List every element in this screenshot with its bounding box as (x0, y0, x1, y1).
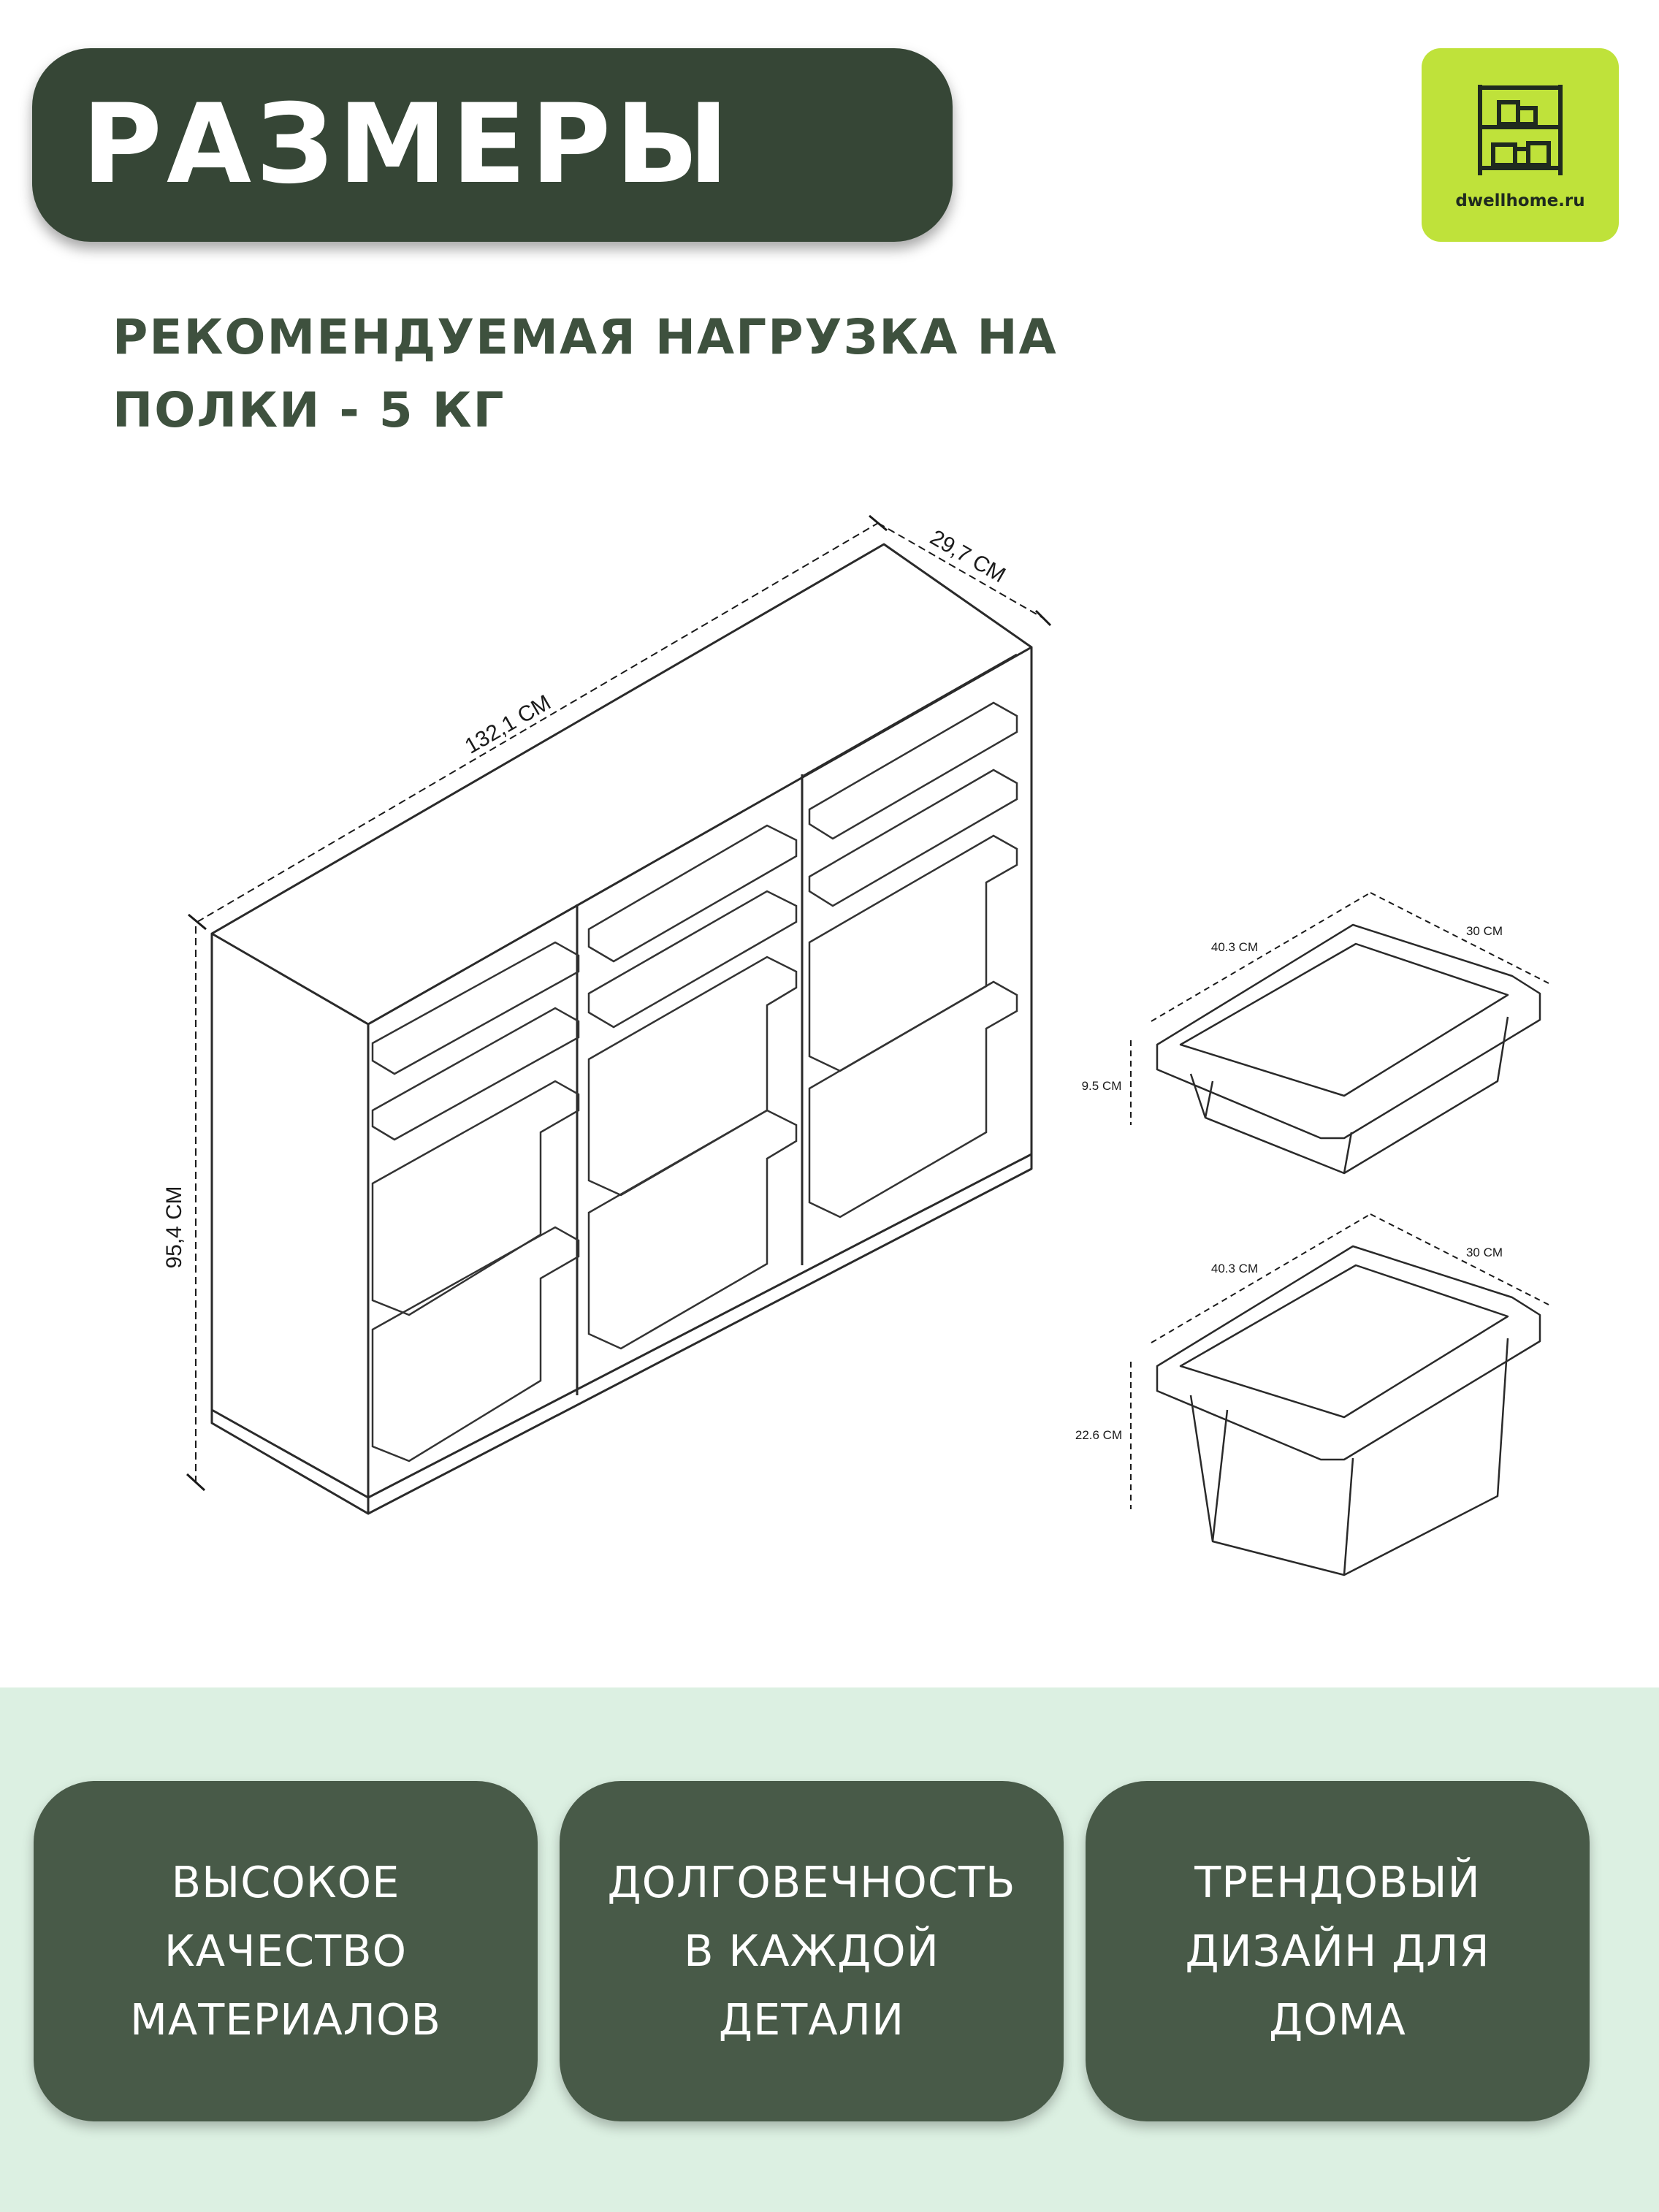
shelf-height-label: 95,4 СМ (162, 1186, 186, 1269)
dimension-drawing (0, 475, 1659, 1614)
shelf-bins (373, 703, 1017, 1461)
large-box-drawing (1157, 1246, 1540, 1575)
feature-3-line-1: ТРЕНДОВЫЙ (1194, 1857, 1481, 1907)
shelf-dimension-lines (196, 523, 1043, 1483)
feature-1-line-2: КАЧЕСТВО (164, 1926, 408, 1976)
brand-logo[interactable] (1422, 48, 1619, 242)
subtitle-line-1: РЕКОМЕНДУЕМАЯ НАГРУЗКА НА (112, 309, 1058, 365)
feature-3-line-3: ДОМА (1269, 1994, 1406, 2045)
feature-1-line-3: МАТЕРИАЛОВ (130, 1994, 441, 2045)
feature-2-line-3: ДЕТАЛИ (718, 1994, 905, 2045)
feature-card-quality (34, 1781, 538, 2121)
large-box-length-label: 40.3 CM (1210, 1262, 1259, 1275)
shelf-boxes-icon (1474, 82, 1566, 177)
shelf-depth-label: 29,7 СМ (926, 525, 1010, 588)
feature-1-line-1: ВЫСОКОЕ (171, 1857, 400, 1907)
recommended-load-text (112, 301, 1208, 447)
small-box-height-label: 9.5 CM (1081, 1079, 1122, 1093)
large-box-height-label: 22.6 CM (1075, 1428, 1123, 1442)
feature-3-line-2: ДИЗАЙН ДЛЯ (1185, 1926, 1490, 1976)
feature-card-design (1086, 1781, 1590, 2121)
shelf-width-label: 132,1 СМ (460, 690, 555, 759)
feature-2-line-2: В КАЖДОЙ (684, 1926, 939, 1976)
small-box-drawing (1157, 925, 1540, 1173)
feature-2-line-1: ДОЛГОВЕЧНОСТЬ (607, 1857, 1016, 1907)
page-title: РАЗМЕРЫ (82, 81, 733, 208)
large-box-width-label: 30 CM (1465, 1246, 1503, 1259)
small-box-length-label: 40.3 CM (1210, 940, 1259, 954)
shelf-unit-drawing (212, 544, 1031, 1514)
subtitle-line-2: ПОЛКИ - 5 КГ (112, 382, 506, 438)
feature-card-durability (560, 1781, 1064, 2121)
shelf-dimension-ticks (187, 516, 1050, 1490)
small-box-width-label: 30 CM (1465, 924, 1503, 938)
logo-text: dwellhome.ru (1455, 191, 1585, 210)
